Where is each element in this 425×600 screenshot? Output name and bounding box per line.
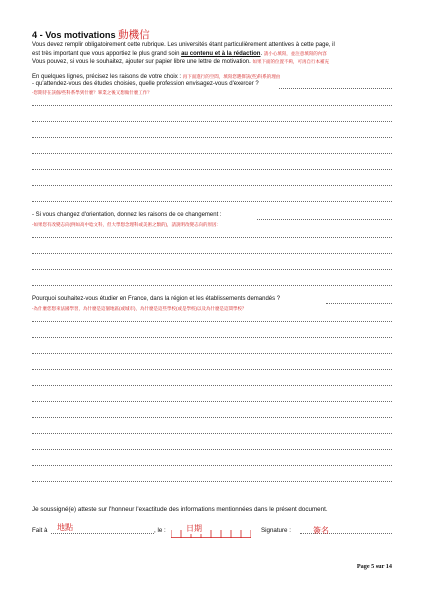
q2-question: - Si vous changez d'orientation, donnez les raisons de ce changement : <box>32 212 222 218</box>
q3-answer-line[interactable] <box>32 449 392 450</box>
section-title-cn: 動機信 <box>118 29 150 41</box>
q3-answer-line[interactable] <box>32 321 392 322</box>
attestation-text: Je soussigné(e) atteste sur l'honneur l'exactitude des informations mentionnées dans le présent document. <box>32 506 328 513</box>
q1-answer-line[interactable] <box>32 185 392 186</box>
fait-a-handwriting-text: 地點 <box>57 523 73 532</box>
q2-question-fill-line[interactable] <box>257 219 392 220</box>
q2-question-cn: -如果您有改變志向(例如高中唸文科，但大學想念理科或美術之類的)，請說明改變志向的原因： <box>32 222 221 227</box>
intro-emphasis: au contenu et à la rédaction <box>181 51 261 57</box>
q1-question-fill-line[interactable] <box>279 88 392 89</box>
q3-answer-line[interactable] <box>32 465 392 466</box>
intro-line-2-text: est très important que vous apportiez le plus grand soin <box>32 51 182 57</box>
intro-line-2-cn: 請小心填寫，並注意填寫的內容 <box>263 51 327 56</box>
q2-answer-line[interactable] <box>32 285 392 286</box>
signature-handwriting <box>313 525 329 536</box>
date-field[interactable] <box>171 525 251 534</box>
q1-intro-text: En quelques lignes, précisez les raisons de votre choix : <box>32 74 182 80</box>
q1-answer-line[interactable] <box>32 121 392 122</box>
q1-intro-cn: 再下面進行的空間，填寫您選擇該(些)科系的理由 <box>182 74 281 79</box>
q3-question-fill-line[interactable] <box>326 303 392 304</box>
date-label: , le : <box>154 527 166 534</box>
q3-answer-line[interactable] <box>32 337 392 338</box>
fait-a-label: Fait à <box>32 527 48 534</box>
signature-handwriting-text: 簽名 <box>313 526 329 535</box>
fait-a-handwriting <box>57 522 73 533</box>
date-boxes <box>171 529 251 538</box>
q1-answer-line[interactable] <box>32 169 392 170</box>
fait-a-field[interactable] <box>51 533 154 534</box>
q3-answer-line[interactable] <box>32 353 392 354</box>
q2-answer-line[interactable] <box>32 237 392 238</box>
date-handwriting <box>185 523 203 534</box>
q1-answer-line[interactable] <box>32 137 392 138</box>
q1-answer-line[interactable] <box>32 201 392 202</box>
q3-answer-line[interactable] <box>32 385 392 386</box>
q3-answer-line[interactable] <box>32 481 392 482</box>
intro-line-3 <box>32 58 329 67</box>
q1-question-cn: -您期待在該個/些科系學到什麼？畢業之後又想做什麼工作？ <box>32 90 152 95</box>
q1-question: - qu'attendez-vous des études choisies, quelle profession envisagez-vous d'exercer ? <box>32 81 259 87</box>
q3-answer-line[interactable] <box>32 417 392 418</box>
q3-answer-line[interactable] <box>32 369 392 370</box>
q3-question-cn: -為什麼您想來法國學習，為什麼是這個地區(或城市)，為什麼是這些學校(或是學校)以及為什麼是這間學校？ <box>32 306 247 311</box>
date-handwriting-text: 日期 <box>186 524 202 533</box>
intro-line-3-text: Vous pouvez, si vous le souhaitez, ajouter sur papier libre une lettre de motivation. <box>32 59 251 65</box>
signature-label: Signature : <box>261 527 291 534</box>
q3-answer-line[interactable] <box>32 433 392 434</box>
section-title <box>32 27 150 42</box>
q3-question: Pourquoi souhaitez-vous étudier en France, dans la région et les établissements demandés ? <box>32 296 281 302</box>
page-number: Page 5 sur 14 <box>356 563 392 570</box>
section-title-text: 4 - Vos motivations <box>32 30 116 40</box>
q3-answer-line[interactable] <box>32 401 392 402</box>
intro-line-3-cn: 如果下面的位置不夠，可再自行本補充 <box>252 59 329 64</box>
q1-answer-line[interactable] <box>32 105 392 106</box>
q2-answer-line[interactable] <box>32 253 392 254</box>
intro-line-2-end: . <box>260 51 263 57</box>
intro-line-1: Vous devez remplir obligatoirement cette rubrique. Les universités étant particulièrement attentives à cette page, il <box>32 42 335 48</box>
q1-answer-line[interactable] <box>32 153 392 154</box>
q2-answer-line[interactable] <box>32 269 392 270</box>
